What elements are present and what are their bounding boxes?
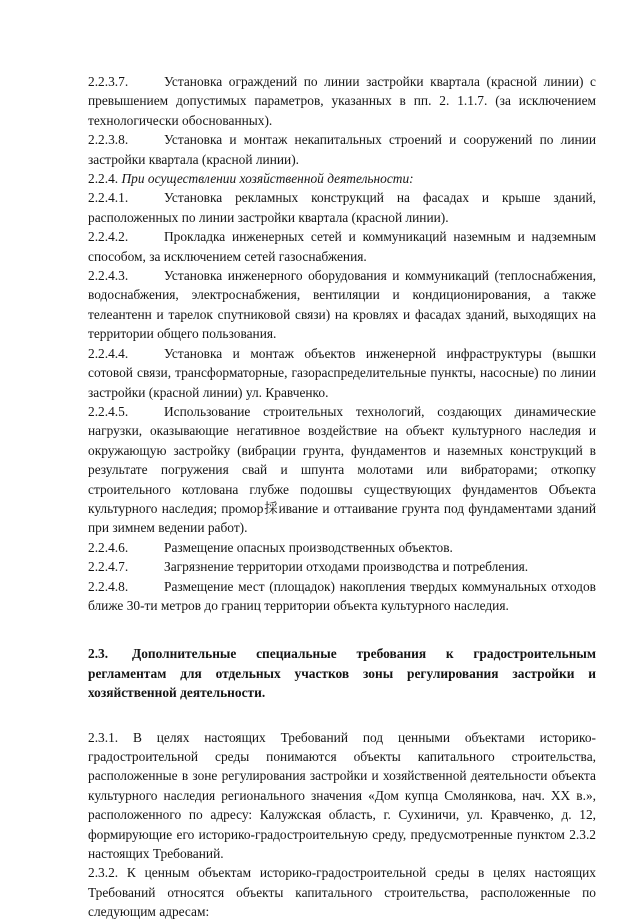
clause-2-2-4-3 — [88, 266, 596, 344]
subsection-2-2-4 — [88, 169, 596, 188]
clause-number: 2.2.4.5. — [88, 403, 129, 419]
clause-text: Установка рекламных конструкций на фасадах и крыше зданий, расположенных по линии застройки квартала (красной линии). — [88, 190, 596, 225]
clause-number: 2.2.4.4. — [88, 345, 129, 361]
clause-2-2-4-6 — [88, 538, 596, 557]
section-heading-2-3 — [88, 644, 596, 702]
clause-number: 2.2.4.2. — [88, 229, 129, 245]
clause-number: 2.2.4.7. — [88, 559, 129, 575]
clause-text: Прокладка инженерных сетей и коммуникаций наземным и надземным способом, за исключением сетей газоснабжения. — [88, 229, 596, 264]
clause-text: Размещение мест (площадок) накопления твердых коммунальных отходов ближе 30-ти метров до границ территории объекта культурного наследия. — [88, 578, 596, 613]
clause-number: 2.2.4.3. — [88, 268, 129, 284]
clause-text: Использование строительных технологий, создающих динамические нагрузки, оказывающие негативное воздействие на объект культурного наследия и окружающую застройку (вибрации грунта, фундаментов и наземных конструкций в результате погружения свай и шпунта молотами или вибраторами; откопку строительного котлована глубже подошвы существующих фундаментов Объекта культурного наследия; промор採ивание и оттаивание грунта под фундаментами зданий при зимнем ведении работ). — [88, 403, 596, 536]
clause-2-3-2 — [88, 863, 596, 921]
clause-2-3-1 — [88, 728, 596, 864]
clause-text: Установка ограждений по линии застройки квартала (красной линии) с превышением допустимых параметров, указанных в пп. 2. 1.1.7. (за исключением технологически обоснованных). — [88, 74, 596, 128]
clause-text: Загрязнение территории отходами производства и потребления. — [164, 559, 529, 575]
clause-2-2-4-7 — [88, 557, 596, 576]
clause-text: Размещение опасных производственных объектов. — [164, 539, 453, 555]
clause-number: 2.2.4.1. — [88, 190, 129, 206]
subsection-number: 2.2.4. — [88, 171, 119, 187]
clause-number: 2.2.4.6. — [88, 539, 129, 555]
section-title: Дополнительные специальные требования к градостроительным регламентам для отдельных участков зоны регулирования застройки и хозяйственной деятельности. — [88, 646, 596, 701]
clause-2-2-3-7 — [88, 72, 596, 130]
clause-number: 2.2.4.8. — [88, 578, 129, 594]
clause-number: 2.3.1. — [88, 729, 119, 745]
clause-2-2-4-4 — [88, 344, 596, 402]
clause-number: 2.2.3.8. — [88, 132, 129, 148]
clause-2-2-4-8 — [88, 577, 596, 616]
clause-text: Установка и монтаж некапитальных строений и сооружений по линии застройки квартала (красной линии). — [88, 132, 596, 167]
clause-number: 2.3.2. — [88, 865, 119, 881]
subsection-title: При осуществлении хозяйственной деятельности: — [121, 171, 414, 187]
clause-text: К ценным объектам историко-градостроительной среды в целях настоящих Требований относятся объекты капитального строительства, расположенные по следующим адресам: — [88, 865, 596, 920]
clause-text: Установка инженерного оборудования и коммуникаций (теплоснабжения, водоснабжения, электроснабжения, вентиляции и кондиционирования, а также телеантенн и тарелок спутниковой связи) на кровлях и фасадах зданий, выходящих на территории общего пользования. — [88, 268, 596, 342]
clause-text: Установка и монтаж объектов инженерной инфраструктуры (вышки сотовой связи, трансформаторные, газораспределительные пункты, насосные) по линии застройки (красной линии) ул. Кравченко. — [88, 345, 596, 400]
clause-number: 2.2.3.7. — [88, 74, 129, 89]
document-page — [88, 72, 596, 922]
clause-2-2-3-8 — [88, 130, 596, 169]
section-number: 2.3. — [88, 646, 109, 662]
clause-2-2-4-2 — [88, 227, 596, 266]
clause-2-2-4-5 — [88, 402, 596, 538]
clause-text: В целях настоящих Требований под ценными объектами историко-градостроительной среды понимаются объекты капитального строительства, расположенные в зоне регулирования застройки и хозяйственной деятельности объекта культурного наследия регионального значения «Дом купца Смолянкова, нач. XX в.», расположенного по адресу: Калужская область, г. Сухиничи, ул. Кравченко, д. 12, формирующие его историко-градостроительную среду, предусмотренные пунктом 2.3.2 настоящих Требований. — [88, 729, 596, 862]
clause-2-2-4-1 — [88, 188, 596, 227]
